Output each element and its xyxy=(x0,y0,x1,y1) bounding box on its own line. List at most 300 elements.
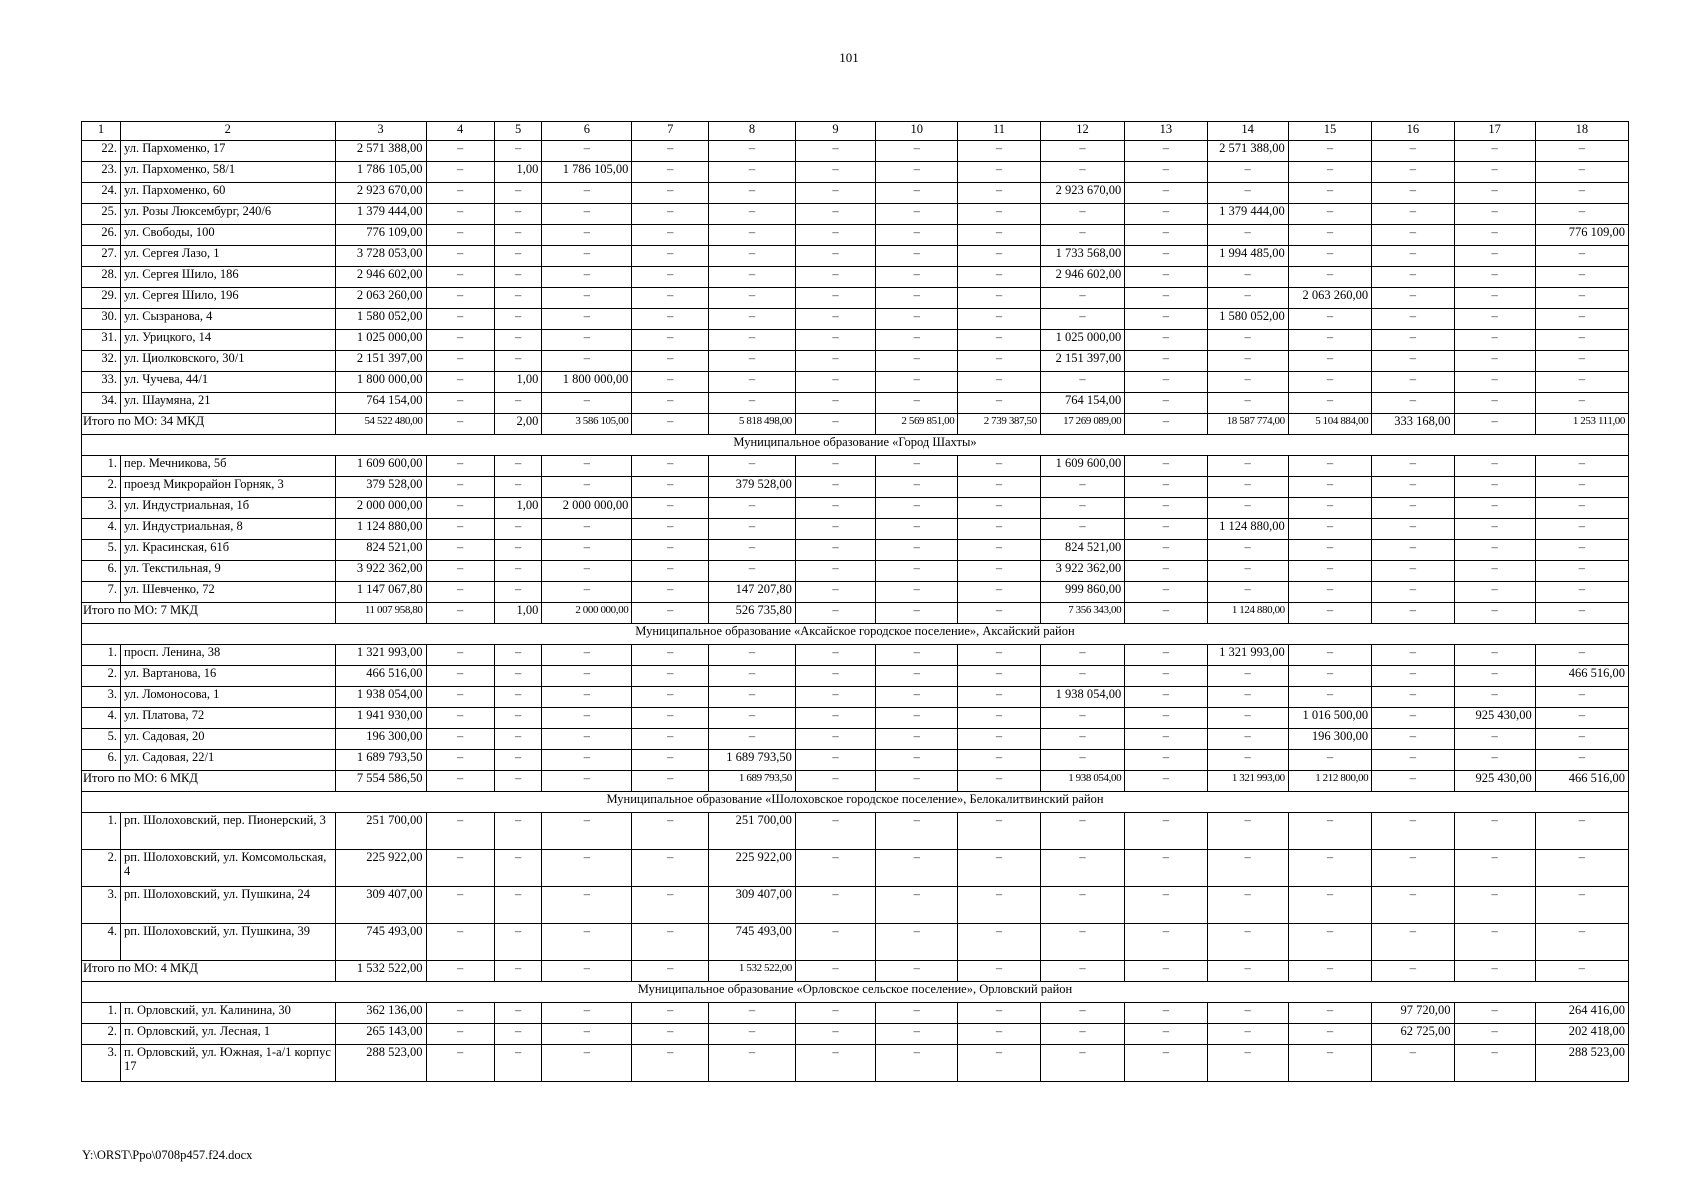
table-row xyxy=(82,540,1629,561)
empty-cell-col-14: – xyxy=(1207,666,1288,687)
empty-cell-col-11: – xyxy=(958,477,1040,498)
empty-cell-col-7: – xyxy=(632,645,709,666)
empty-cell-col-11: – xyxy=(958,924,1040,961)
empty-cell-col-16: – xyxy=(1372,204,1454,225)
table-row xyxy=(82,351,1629,372)
empty-cell-col-6: – xyxy=(542,204,632,225)
empty-cell-col-10: – xyxy=(876,204,958,225)
address: ул. Пархоменко, 17 xyxy=(121,141,336,162)
value-cell-col-18: 264 416,00 xyxy=(1535,1003,1628,1024)
empty-cell-col-15: – xyxy=(1288,498,1371,519)
empty-cell-col-7: – xyxy=(632,498,709,519)
empty-cell-col-17: – xyxy=(1454,687,1535,708)
empty-cell-col-7: – xyxy=(632,887,709,924)
empty-cell-col-17: – xyxy=(1454,729,1535,750)
empty-cell-col-13: – xyxy=(1125,414,1207,435)
empty-cell-col-9: – xyxy=(795,708,875,729)
empty-cell-col-15: – xyxy=(1288,519,1371,540)
empty-cell-col-9: – xyxy=(795,498,875,519)
total-cost: 2 571 388,00 xyxy=(335,141,426,162)
section-heading-row xyxy=(82,624,1629,645)
empty-cell-col-16: – xyxy=(1372,288,1454,309)
empty-cell-col-14: – xyxy=(1207,456,1288,477)
empty-cell-col-8: – xyxy=(709,162,796,183)
empty-cell-col-13: – xyxy=(1125,1003,1207,1024)
empty-cell-col-15: – xyxy=(1288,750,1371,771)
empty-cell-col-6: – xyxy=(542,750,632,771)
value-cell-col-8: 5 818 498,00 xyxy=(709,414,796,435)
table-row xyxy=(82,372,1629,393)
value-cell-col-5: 1,00 xyxy=(494,498,542,519)
empty-cell-col-8: – xyxy=(709,351,796,372)
empty-cell-col-4: – xyxy=(426,666,494,687)
total-cost: 764 154,00 xyxy=(335,393,426,414)
row-number: 29. xyxy=(82,288,121,309)
empty-cell-col-10: – xyxy=(876,708,958,729)
value-cell-col-12: 1 938 054,00 xyxy=(1040,687,1125,708)
row-number: 1. xyxy=(82,813,121,850)
empty-cell-col-7: – xyxy=(632,813,709,850)
empty-cell-col-6: – xyxy=(542,561,632,582)
empty-cell-col-13: – xyxy=(1125,603,1207,624)
empty-cell-col-12: – xyxy=(1040,162,1125,183)
address: п. Орловский, ул. Калинина, 30 xyxy=(121,1003,336,1024)
empty-cell-col-18: – xyxy=(1535,498,1628,519)
empty-cell-col-4: – xyxy=(426,887,494,924)
empty-cell-col-17: – xyxy=(1454,351,1535,372)
value-cell-col-12: 1 733 568,00 xyxy=(1040,246,1125,267)
address: ул. Сызранова, 4 xyxy=(121,309,336,330)
empty-cell-col-5: – xyxy=(494,330,542,351)
empty-cell-col-8: – xyxy=(709,540,796,561)
empty-cell-col-9: – xyxy=(795,561,875,582)
empty-cell-col-7: – xyxy=(632,204,709,225)
empty-cell-col-16: – xyxy=(1372,225,1454,246)
total-cost: 251 700,00 xyxy=(335,813,426,850)
table-row xyxy=(82,750,1629,771)
empty-cell-col-9: – xyxy=(795,330,875,351)
empty-cell-col-5: – xyxy=(494,393,542,414)
column-number-10: 10 xyxy=(876,122,958,141)
value-cell-col-18: 288 523,00 xyxy=(1535,1045,1628,1082)
empty-cell-col-14: – xyxy=(1207,288,1288,309)
row-number: 28. xyxy=(82,267,121,288)
empty-cell-col-4: – xyxy=(426,141,494,162)
table-row xyxy=(82,813,1629,850)
empty-cell-col-4: – xyxy=(426,288,494,309)
table-row xyxy=(82,393,1629,414)
empty-cell-col-16: – xyxy=(1372,887,1454,924)
empty-cell-col-5: – xyxy=(494,351,542,372)
empty-cell-col-12: – xyxy=(1040,850,1125,887)
empty-cell-col-4: – xyxy=(426,414,494,435)
total-cost: 824 521,00 xyxy=(335,540,426,561)
value-cell-col-5: 1,00 xyxy=(494,372,542,393)
value-cell-col-12: 1 938 054,00 xyxy=(1040,771,1125,792)
empty-cell-col-10: – xyxy=(876,246,958,267)
table-row xyxy=(82,477,1629,498)
empty-cell-col-10: – xyxy=(876,393,958,414)
address: просп. Ленина, 38 xyxy=(121,645,336,666)
empty-cell-col-4: – xyxy=(426,729,494,750)
row-number: 5. xyxy=(82,729,121,750)
empty-cell-col-9: – xyxy=(795,850,875,887)
empty-cell-col-10: – xyxy=(876,141,958,162)
empty-cell-col-7: – xyxy=(632,750,709,771)
empty-cell-col-17: – xyxy=(1454,519,1535,540)
empty-cell-col-15: – xyxy=(1288,456,1371,477)
empty-cell-col-17: – xyxy=(1454,498,1535,519)
empty-cell-col-14: – xyxy=(1207,225,1288,246)
empty-cell-col-5: – xyxy=(494,771,542,792)
empty-cell-col-10: – xyxy=(876,1045,958,1082)
empty-cell-col-14: – xyxy=(1207,477,1288,498)
empty-cell-col-16: – xyxy=(1372,372,1454,393)
empty-cell-col-5: – xyxy=(494,666,542,687)
empty-cell-col-6: – xyxy=(542,924,632,961)
address: пер. Мечникова, 5б xyxy=(121,456,336,477)
total-cost: 2 151 397,00 xyxy=(335,351,426,372)
empty-cell-col-6: – xyxy=(542,183,632,204)
empty-cell-col-17: – xyxy=(1454,372,1535,393)
subtotal-row xyxy=(82,603,1629,624)
row-number: 3. xyxy=(82,887,121,924)
value-cell-col-6: 2 000 000,00 xyxy=(542,498,632,519)
empty-cell-col-6: – xyxy=(542,850,632,887)
empty-cell-col-6: – xyxy=(542,477,632,498)
empty-cell-col-18: – xyxy=(1535,372,1628,393)
table-row xyxy=(82,666,1629,687)
empty-cell-col-8: – xyxy=(709,456,796,477)
empty-cell-col-7: – xyxy=(632,141,709,162)
empty-cell-col-9: – xyxy=(795,477,875,498)
section-heading-row xyxy=(82,792,1629,813)
empty-cell-col-6: – xyxy=(542,330,632,351)
empty-cell-col-6: – xyxy=(542,666,632,687)
empty-cell-col-13: – xyxy=(1125,729,1207,750)
table-row xyxy=(82,1003,1629,1024)
empty-cell-col-16: – xyxy=(1372,750,1454,771)
value-cell-col-14: 1 580 052,00 xyxy=(1207,309,1288,330)
total-cost: 1 941 930,00 xyxy=(335,708,426,729)
empty-cell-col-10: – xyxy=(876,887,958,924)
address: ул. Розы Люксембург, 240/6 xyxy=(121,204,336,225)
empty-cell-col-4: – xyxy=(426,372,494,393)
empty-cell-col-7: – xyxy=(632,1003,709,1024)
empty-cell-col-11: – xyxy=(958,561,1040,582)
column-number-4: 4 xyxy=(426,122,494,141)
empty-cell-col-10: – xyxy=(876,267,958,288)
table-row xyxy=(82,1024,1629,1045)
empty-cell-col-11: – xyxy=(958,330,1040,351)
empty-cell-col-9: – xyxy=(795,456,875,477)
empty-cell-col-15: – xyxy=(1288,246,1371,267)
table-row xyxy=(82,582,1629,603)
total-cost: 196 300,00 xyxy=(335,729,426,750)
value-cell-col-12: 2 946 602,00 xyxy=(1040,267,1125,288)
empty-cell-col-6: – xyxy=(542,887,632,924)
empty-cell-col-14: – xyxy=(1207,850,1288,887)
empty-cell-col-9: – xyxy=(795,225,875,246)
empty-cell-col-17: – xyxy=(1454,141,1535,162)
empty-cell-col-16: – xyxy=(1372,477,1454,498)
empty-cell-col-11: – xyxy=(958,246,1040,267)
empty-cell-col-5: – xyxy=(494,582,542,603)
table-row xyxy=(82,288,1629,309)
column-number-15: 15 xyxy=(1288,122,1371,141)
empty-cell-col-9: – xyxy=(795,961,875,982)
empty-cell-col-18: – xyxy=(1535,850,1628,887)
address: ул. Сергея Шило, 196 xyxy=(121,288,336,309)
empty-cell-col-10: – xyxy=(876,666,958,687)
empty-cell-col-9: – xyxy=(795,309,875,330)
empty-cell-col-15: – xyxy=(1288,267,1371,288)
empty-cell-col-7: – xyxy=(632,603,709,624)
total-cost: 1 689 793,50 xyxy=(335,750,426,771)
empty-cell-col-6: – xyxy=(542,708,632,729)
empty-cell-col-4: – xyxy=(426,771,494,792)
column-number-9: 9 xyxy=(795,122,875,141)
total-cost: 1 124 880,00 xyxy=(335,519,426,540)
empty-cell-col-15: – xyxy=(1288,477,1371,498)
empty-cell-col-11: – xyxy=(958,961,1040,982)
empty-cell-col-14: – xyxy=(1207,372,1288,393)
empty-cell-col-18: – xyxy=(1535,813,1628,850)
address: ул. Платова, 72 xyxy=(121,708,336,729)
empty-cell-col-6: – xyxy=(542,1024,632,1045)
empty-cell-col-16: – xyxy=(1372,771,1454,792)
empty-cell-col-15: – xyxy=(1288,666,1371,687)
empty-cell-col-18: – xyxy=(1535,183,1628,204)
empty-cell-col-7: – xyxy=(632,225,709,246)
address: ул. Ломоносова, 1 xyxy=(121,687,336,708)
empty-cell-col-16: – xyxy=(1372,687,1454,708)
empty-cell-col-15: – xyxy=(1288,645,1371,666)
empty-cell-col-9: – xyxy=(795,246,875,267)
empty-cell-col-5: – xyxy=(494,961,542,982)
empty-cell-col-10: – xyxy=(876,519,958,540)
table-row xyxy=(82,687,1629,708)
empty-cell-col-4: – xyxy=(426,1045,494,1082)
row-number: 4. xyxy=(82,519,121,540)
total-cost: 1 321 993,00 xyxy=(335,645,426,666)
value-cell-col-15: 1 016 500,00 xyxy=(1288,708,1371,729)
address: ул. Индустриальная, 8 xyxy=(121,519,336,540)
empty-cell-col-10: – xyxy=(876,309,958,330)
empty-cell-col-10: – xyxy=(876,729,958,750)
empty-cell-col-11: – xyxy=(958,498,1040,519)
empty-cell-col-18: – xyxy=(1535,540,1628,561)
empty-cell-col-12: – xyxy=(1040,708,1125,729)
table-row xyxy=(82,267,1629,288)
value-cell-col-12: 7 356 343,00 xyxy=(1040,603,1125,624)
value-cell-col-8: 225 922,00 xyxy=(709,850,796,887)
empty-cell-col-6: – xyxy=(542,141,632,162)
empty-cell-col-11: – xyxy=(958,351,1040,372)
municipality-heading: Муниципальное образование «Шолоховское городское поселение», Белокалитвинский район xyxy=(82,792,1629,813)
empty-cell-col-11: – xyxy=(958,540,1040,561)
empty-cell-col-17: – xyxy=(1454,414,1535,435)
empty-cell-col-8: – xyxy=(709,288,796,309)
empty-cell-col-7: – xyxy=(632,582,709,603)
municipality-heading: Муниципальное образование «Город Шахты» xyxy=(82,435,1629,456)
empty-cell-col-15: – xyxy=(1288,204,1371,225)
table-row xyxy=(82,246,1629,267)
empty-cell-col-5: – xyxy=(494,850,542,887)
empty-cell-col-6: – xyxy=(542,771,632,792)
empty-cell-col-13: – xyxy=(1125,771,1207,792)
empty-cell-col-4: – xyxy=(426,456,494,477)
empty-cell-col-10: – xyxy=(876,477,958,498)
empty-cell-col-9: – xyxy=(795,351,875,372)
empty-cell-col-11: – xyxy=(958,288,1040,309)
total-cost: 2 923 670,00 xyxy=(335,183,426,204)
empty-cell-col-7: – xyxy=(632,729,709,750)
column-number-13: 13 xyxy=(1125,122,1207,141)
empty-cell-col-11: – xyxy=(958,1045,1040,1082)
empty-cell-col-6: – xyxy=(542,267,632,288)
empty-cell-col-6: – xyxy=(542,961,632,982)
empty-cell-col-12: – xyxy=(1040,750,1125,771)
row-number: 6. xyxy=(82,750,121,771)
value-cell-col-16: 62 725,00 xyxy=(1372,1024,1454,1045)
empty-cell-col-9: – xyxy=(795,540,875,561)
empty-cell-col-5: – xyxy=(494,561,542,582)
empty-cell-col-16: – xyxy=(1372,582,1454,603)
empty-cell-col-14: – xyxy=(1207,708,1288,729)
empty-cell-col-14: – xyxy=(1207,961,1288,982)
value-cell-col-14: 1 124 880,00 xyxy=(1207,603,1288,624)
empty-cell-col-17: – xyxy=(1454,309,1535,330)
empty-cell-col-4: – xyxy=(426,687,494,708)
value-cell-col-12: 17 269 089,00 xyxy=(1040,414,1125,435)
empty-cell-col-9: – xyxy=(795,519,875,540)
empty-cell-col-11: – xyxy=(958,645,1040,666)
empty-cell-col-18: – xyxy=(1535,309,1628,330)
value-cell-col-8: 379 528,00 xyxy=(709,477,796,498)
empty-cell-col-10: – xyxy=(876,750,958,771)
value-cell-col-18: 466 516,00 xyxy=(1535,771,1628,792)
address: ул. Циолковского, 30/1 xyxy=(121,351,336,372)
empty-cell-col-8: – xyxy=(709,519,796,540)
empty-cell-col-18: – xyxy=(1535,267,1628,288)
row-number: 34. xyxy=(82,393,121,414)
empty-cell-col-10: – xyxy=(876,561,958,582)
empty-cell-col-17: – xyxy=(1454,1024,1535,1045)
subtotal-label: Итого по МО: 4 МКД xyxy=(82,961,336,982)
empty-cell-col-6: – xyxy=(542,309,632,330)
row-number: 3. xyxy=(82,1045,121,1082)
empty-cell-col-10: – xyxy=(876,813,958,850)
empty-cell-col-18: – xyxy=(1535,561,1628,582)
value-cell-col-14: 2 571 388,00 xyxy=(1207,141,1288,162)
value-cell-col-18: 466 516,00 xyxy=(1535,666,1628,687)
empty-cell-col-6: – xyxy=(542,225,632,246)
empty-cell-col-15: – xyxy=(1288,330,1371,351)
empty-cell-col-11: – xyxy=(958,267,1040,288)
row-number: 6. xyxy=(82,561,121,582)
row-number: 22. xyxy=(82,141,121,162)
subtotal-row xyxy=(82,771,1629,792)
empty-cell-col-5: – xyxy=(494,246,542,267)
empty-cell-col-18: – xyxy=(1535,204,1628,225)
row-number: 23. xyxy=(82,162,121,183)
empty-cell-col-5: – xyxy=(494,645,542,666)
empty-cell-col-8: – xyxy=(709,141,796,162)
subtotal-label: Итого по МО: 6 МКД xyxy=(82,771,336,792)
empty-cell-col-4: – xyxy=(426,645,494,666)
empty-cell-col-11: – xyxy=(958,729,1040,750)
empty-cell-col-10: – xyxy=(876,961,958,982)
table-row xyxy=(82,330,1629,351)
empty-cell-col-9: – xyxy=(795,887,875,924)
table-row xyxy=(82,204,1629,225)
empty-cell-col-5: – xyxy=(494,519,542,540)
empty-cell-col-7: – xyxy=(632,456,709,477)
empty-cell-col-5: – xyxy=(494,267,542,288)
total-cost: 2 063 260,00 xyxy=(335,288,426,309)
empty-cell-col-16: – xyxy=(1372,708,1454,729)
empty-cell-col-14: – xyxy=(1207,1003,1288,1024)
empty-cell-col-7: – xyxy=(632,708,709,729)
address: ул. Сергея Лазо, 1 xyxy=(121,246,336,267)
address: ул. Чучева, 44/1 xyxy=(121,372,336,393)
empty-cell-col-14: – xyxy=(1207,330,1288,351)
column-number-1: 1 xyxy=(82,122,121,141)
empty-cell-col-8: – xyxy=(709,645,796,666)
empty-cell-col-18: – xyxy=(1535,750,1628,771)
table-row xyxy=(82,519,1629,540)
empty-cell-col-4: – xyxy=(426,204,494,225)
empty-cell-col-4: – xyxy=(426,603,494,624)
empty-cell-col-13: – xyxy=(1125,666,1207,687)
empty-cell-col-6: – xyxy=(542,540,632,561)
empty-cell-col-6: – xyxy=(542,729,632,750)
empty-cell-col-15: – xyxy=(1288,1024,1371,1045)
table-row xyxy=(82,456,1629,477)
empty-cell-col-7: – xyxy=(632,372,709,393)
column-number-row xyxy=(82,122,1629,141)
address: ул. Красинская, 61б xyxy=(121,540,336,561)
empty-cell-col-11: – xyxy=(958,141,1040,162)
empty-cell-col-17: – xyxy=(1454,330,1535,351)
empty-cell-col-6: – xyxy=(542,813,632,850)
column-number-11: 11 xyxy=(958,122,1040,141)
empty-cell-col-7: – xyxy=(632,267,709,288)
empty-cell-col-13: – xyxy=(1125,204,1207,225)
empty-cell-col-13: – xyxy=(1125,372,1207,393)
empty-cell-col-9: – xyxy=(795,414,875,435)
value-cell-col-12: 2 151 397,00 xyxy=(1040,351,1125,372)
empty-cell-col-12: – xyxy=(1040,288,1125,309)
empty-cell-col-11: – xyxy=(958,603,1040,624)
empty-cell-col-17: – xyxy=(1454,887,1535,924)
total-cost: 2 946 602,00 xyxy=(335,267,426,288)
empty-cell-col-7: – xyxy=(632,666,709,687)
empty-cell-col-4: – xyxy=(426,477,494,498)
empty-cell-col-17: – xyxy=(1454,750,1535,771)
empty-cell-col-4: – xyxy=(426,1003,494,1024)
empty-cell-col-16: – xyxy=(1372,456,1454,477)
empty-cell-col-15: – xyxy=(1288,309,1371,330)
column-number-3: 3 xyxy=(335,122,426,141)
register-table xyxy=(81,121,1629,1082)
empty-cell-col-16: – xyxy=(1372,813,1454,850)
empty-cell-col-12: – xyxy=(1040,1024,1125,1045)
empty-cell-col-10: – xyxy=(876,1003,958,1024)
empty-cell-col-10: – xyxy=(876,850,958,887)
empty-cell-col-8: – xyxy=(709,687,796,708)
